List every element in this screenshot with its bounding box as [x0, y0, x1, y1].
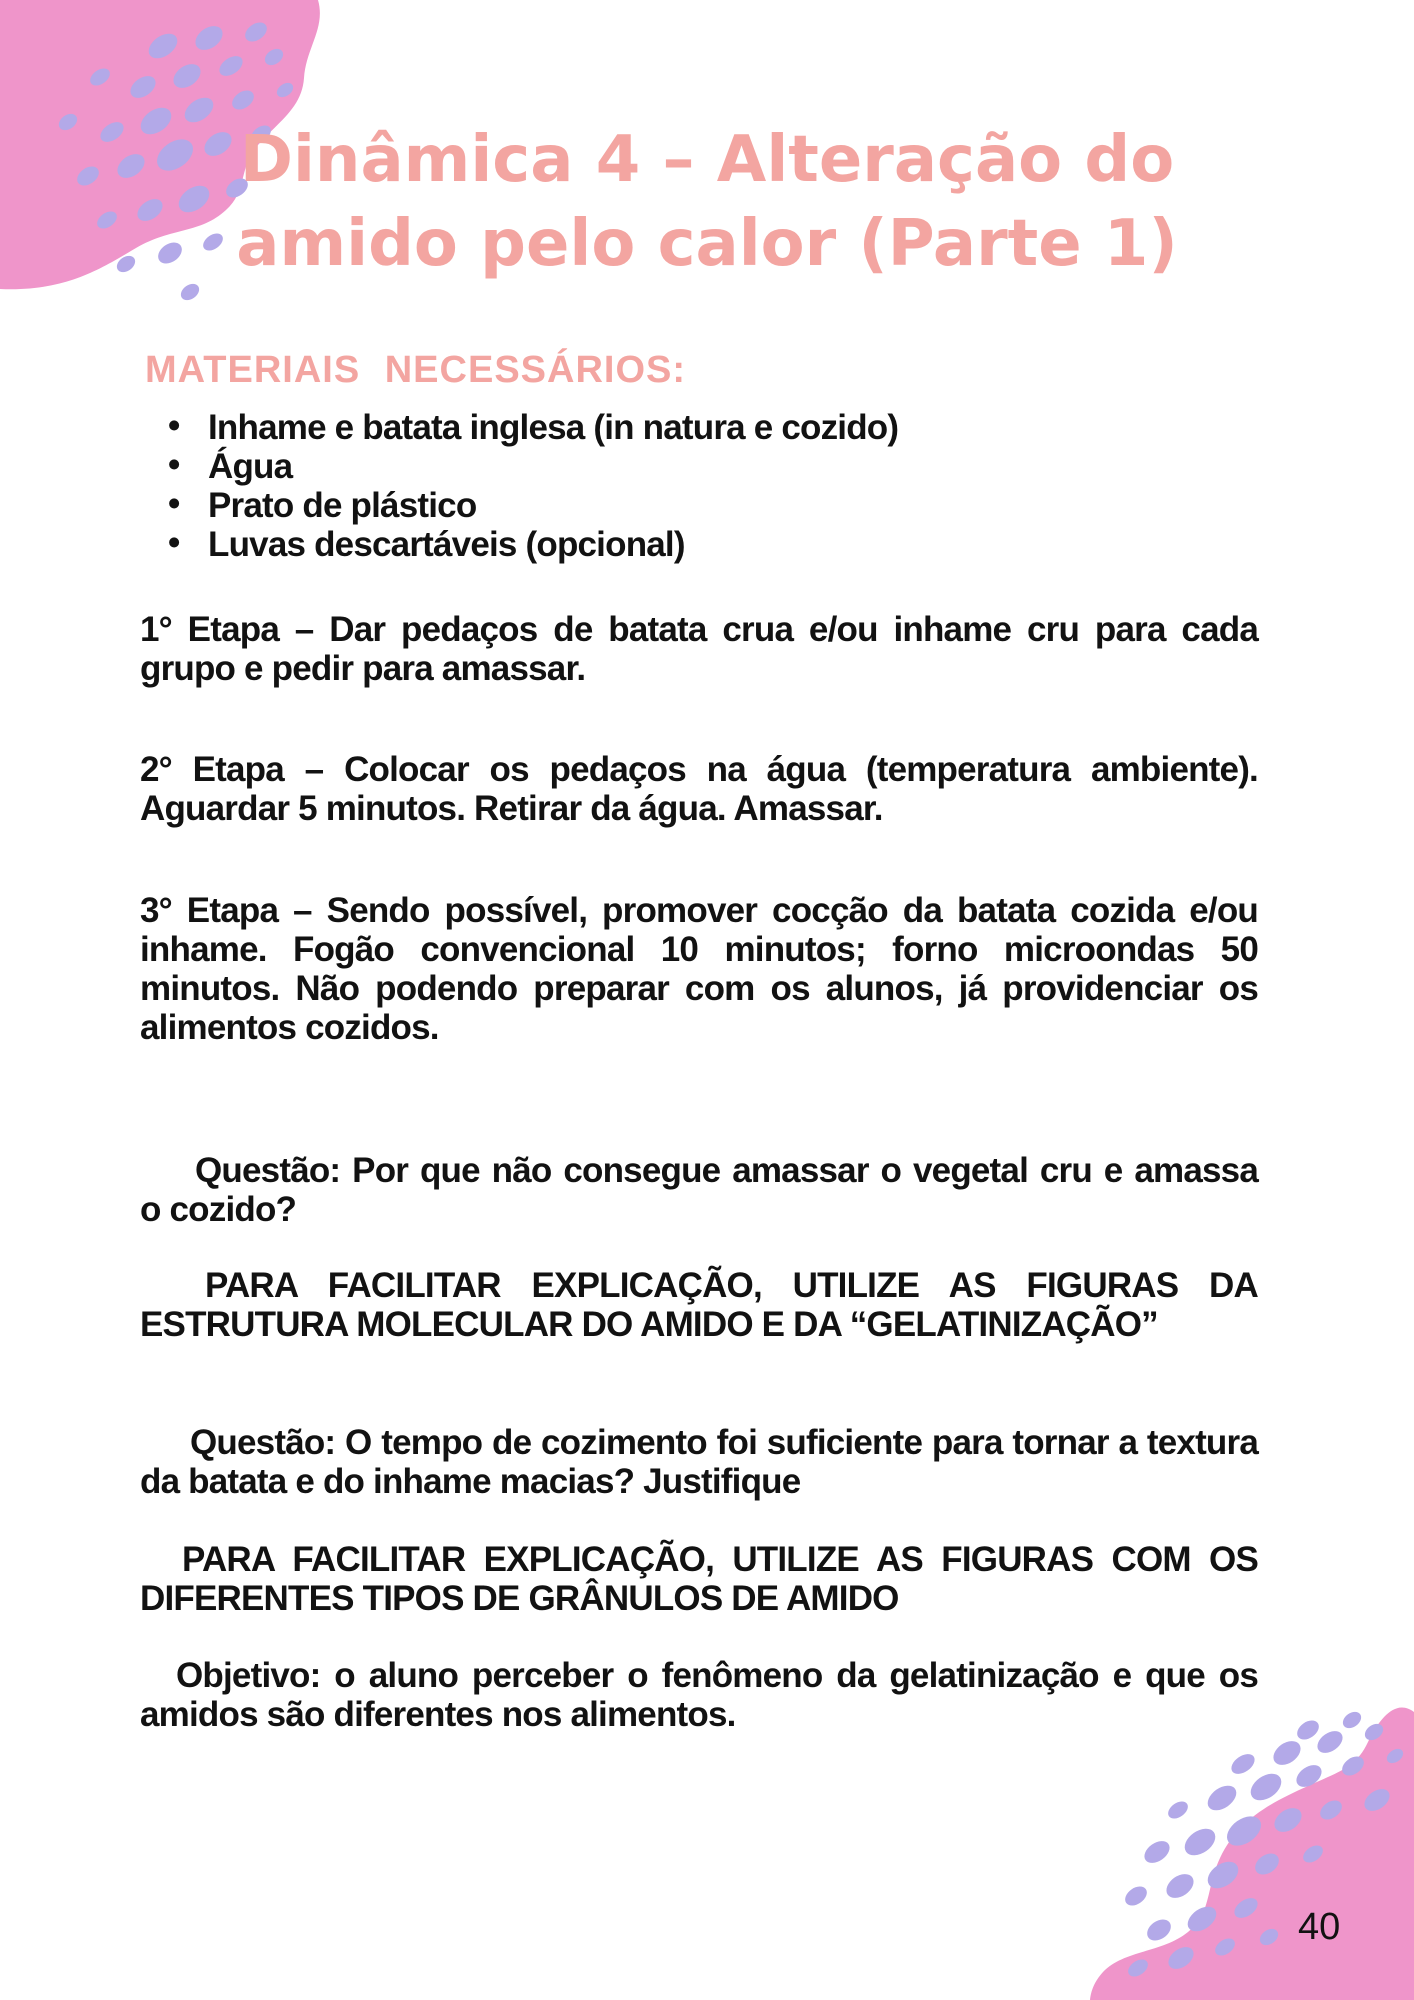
figures-note-1-paragraph: PARA FACILITAR EXPLICAÇÃO, UTILIZE AS FIGURAS DA ESTRUTURA MOLECULAR DO AMIDO E DA “GELATINIZAÇÃO” [140, 1266, 1258, 1344]
material-item: • Água [168, 447, 1268, 486]
materials-heading: MATERIAIS NECESSÁRIOS: [145, 349, 687, 391]
lavender-dot [1162, 1869, 1198, 1903]
lavender-dot [1203, 1781, 1241, 1816]
page-number: 40 [1298, 1906, 1341, 1948]
material-item: • Prato de plástico [168, 486, 1268, 525]
materials-list [168, 408, 1268, 564]
pink-blob-bottom-right [1090, 1708, 1414, 2000]
title-line-1: Dinâmica 4 – Alteração do [239, 123, 1175, 197]
lavender-dot [1228, 1750, 1258, 1778]
title-line-2: amido pelo calor (Parte 1) [236, 207, 1178, 281]
step-2-paragraph: 2° Etapa – Colocar os pedaços na água (temperatura ambiente). Aguardar 5 minutos. Retirar da água. Amassar. [140, 750, 1258, 828]
page-title [107, 118, 1307, 286]
figures-note-2-paragraph: PARA FACILITAR EXPLICAÇÃO, UTILIZE AS FIGURAS COM OS DIFERENTES TIPOS DE GRÂNULOS DE AMIDO [140, 1540, 1258, 1618]
lavender-dot [1313, 1727, 1346, 1758]
step-1-paragraph: 1° Etapa – Dar pedaços de batata crua e/ou inhame cru para cada grupo e pedir para amassar. [140, 610, 1258, 688]
question-1-paragraph: Questão: Por que não consegue amassar o vegetal cru e amassa o cozido? [140, 1151, 1258, 1229]
lavender-dot [1180, 1823, 1220, 1861]
step-3-paragraph: 3° Etapa – Sendo possível, promover cocção da batata cozida e/ou inhame. Fogão convencional 10 minutos; forno microondas 50 minutos. Não podendo preparar com os alunos, já providenciar os alimentos cozidos. [140, 891, 1258, 1047]
question-2-paragraph: Questão: O tempo de cozimento foi suficiente para tornar a textura da batata e do inhame macias? Justifique [140, 1423, 1258, 1501]
lavender-dot [1165, 1798, 1191, 1822]
lavender-dot [1269, 1736, 1305, 1770]
lavender-dot [1294, 1717, 1323, 1744]
lavender-dot [1143, 1915, 1175, 1945]
material-item: • Inhame e batata inglesa (in natura e cozido) [168, 408, 1268, 447]
material-item: • Luvas descartáveis (opcional) [168, 525, 1268, 564]
lavender-dot [1340, 1709, 1364, 1732]
objective-paragraph: Objetivo: o aluno perceber o fenômeno da gelatinização e que os amidos são diferentes nos alimentos. [140, 1656, 1258, 1734]
lavender-dot [1122, 1883, 1151, 1910]
lavender-dot [1140, 1837, 1173, 1868]
